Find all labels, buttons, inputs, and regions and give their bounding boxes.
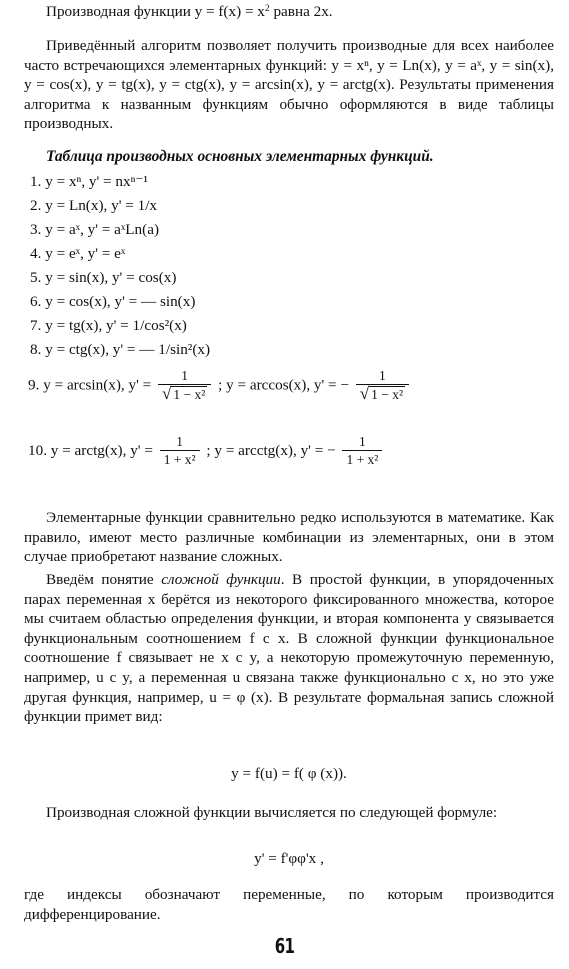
fraction-denominator: 1 − x² bbox=[371, 387, 404, 402]
paragraph-indices: где индексы обозначают переменные, по которым производится дифференцирование. bbox=[24, 886, 554, 923]
list-item: 1. y = xⁿ, y' = nxⁿ⁻¹ bbox=[30, 173, 148, 190]
fraction-denominator: 1 − x² bbox=[173, 387, 206, 402]
formula-middle: ; y = arccos(x), y' = − bbox=[218, 376, 349, 394]
fraction bbox=[356, 368, 409, 404]
intro-superscript: 2 bbox=[264, 4, 270, 14]
intro-suffix: равна 2x. bbox=[269, 3, 333, 20]
list-item: 3. y = aˣ, y' = aˣLn(a) bbox=[30, 221, 160, 238]
paragraph-derivative-rule: Производная сложной функции вычисляется по следующей формуле: bbox=[46, 804, 498, 821]
sqrt-icon: √ bbox=[162, 384, 172, 403]
fraction-numerator: 1 bbox=[160, 434, 200, 451]
formula-arcsin-arccos bbox=[28, 368, 412, 404]
term-composite-function: сложной функции bbox=[161, 571, 281, 588]
intro-sentence bbox=[24, 2, 554, 22]
table-heading: Таблица производных основных элементарных функций. bbox=[46, 148, 434, 165]
list-item: 2. y = Ln(x), y' = 1/x bbox=[30, 197, 158, 214]
formula-chain-rule: y' = f'φφ'x , bbox=[254, 850, 324, 867]
list-item: 7. y = tg(x), y' = 1/cos²(x) bbox=[30, 317, 187, 334]
fraction bbox=[158, 368, 211, 404]
list-item: 4. y = eˣ, y' = eˣ bbox=[30, 245, 126, 262]
page-number: 61 bbox=[274, 934, 295, 958]
list-item: 6. y = cos(x), y' = — sin(x) bbox=[30, 293, 196, 310]
paragraph-elementary-functions: Элементарные функции сравнительно редко используются в математике. Как правило, имеют место различные комбинации из элементарных, они в этом случае приобретают название сложных. bbox=[24, 509, 554, 566]
fraction bbox=[160, 434, 200, 469]
sqrt-icon: √ bbox=[359, 384, 370, 403]
fraction-denominator: 1 + x² bbox=[163, 452, 196, 467]
list-item: 5. y = sin(x), y' = cos(x) bbox=[30, 269, 177, 286]
formula-lead: 9. y = arcsin(x), y' = bbox=[28, 376, 152, 394]
fraction-numerator: 1 bbox=[158, 368, 211, 385]
formula-arctg-arcctg bbox=[28, 434, 385, 469]
formula-composite: y = f(u) = f( φ (x)). bbox=[231, 765, 347, 782]
fraction bbox=[342, 434, 382, 469]
paragraph-derivatives-intro: Приведённый алгоритм позволяет получить производные для всех наиболее часто встречающихся элементарных функций: y = xⁿ, y = Ln(x), y = aˣ, y = sin(x), y = cos(x), y = tg(x), y = ctg(x), y = arcsin(x), y = arctg(x). Результаты применения алгоритма к названным функциям обычно оформляются в виде таблицы производных. bbox=[24, 37, 554, 133]
list-item: 8. y = ctg(x), y' = — 1/sin²(x) bbox=[30, 341, 211, 358]
fraction-numerator: 1 bbox=[342, 434, 382, 451]
formula-middle: ; y = arcctg(x), y' = − bbox=[206, 441, 336, 459]
formula-lead: 10. y = arctg(x), y' = bbox=[28, 441, 153, 459]
fraction-denominator: 1 + x² bbox=[346, 452, 379, 467]
intro-text: Производная функции y = f(x) = x bbox=[46, 3, 265, 20]
paragraph-composite-function: Введём понятие сложной функции. В простой функции, в упорядоченных парах переменная x берётся из некоторого фиксированного множества, которое мы считаем областью определения функции, и вторая компонента y связывается функциональным соотношением f с x. В сложной функции функциональное соотношение f связывает не x с y, а некоторую промежуточную переменную, например, u с y, а переменная u связана также функционально с x, но это уже другая функция, например, u = φ (x). В результате формальная запись сложной функции примет вид: bbox=[24, 571, 554, 726]
fraction-numerator: 1 bbox=[356, 368, 409, 385]
